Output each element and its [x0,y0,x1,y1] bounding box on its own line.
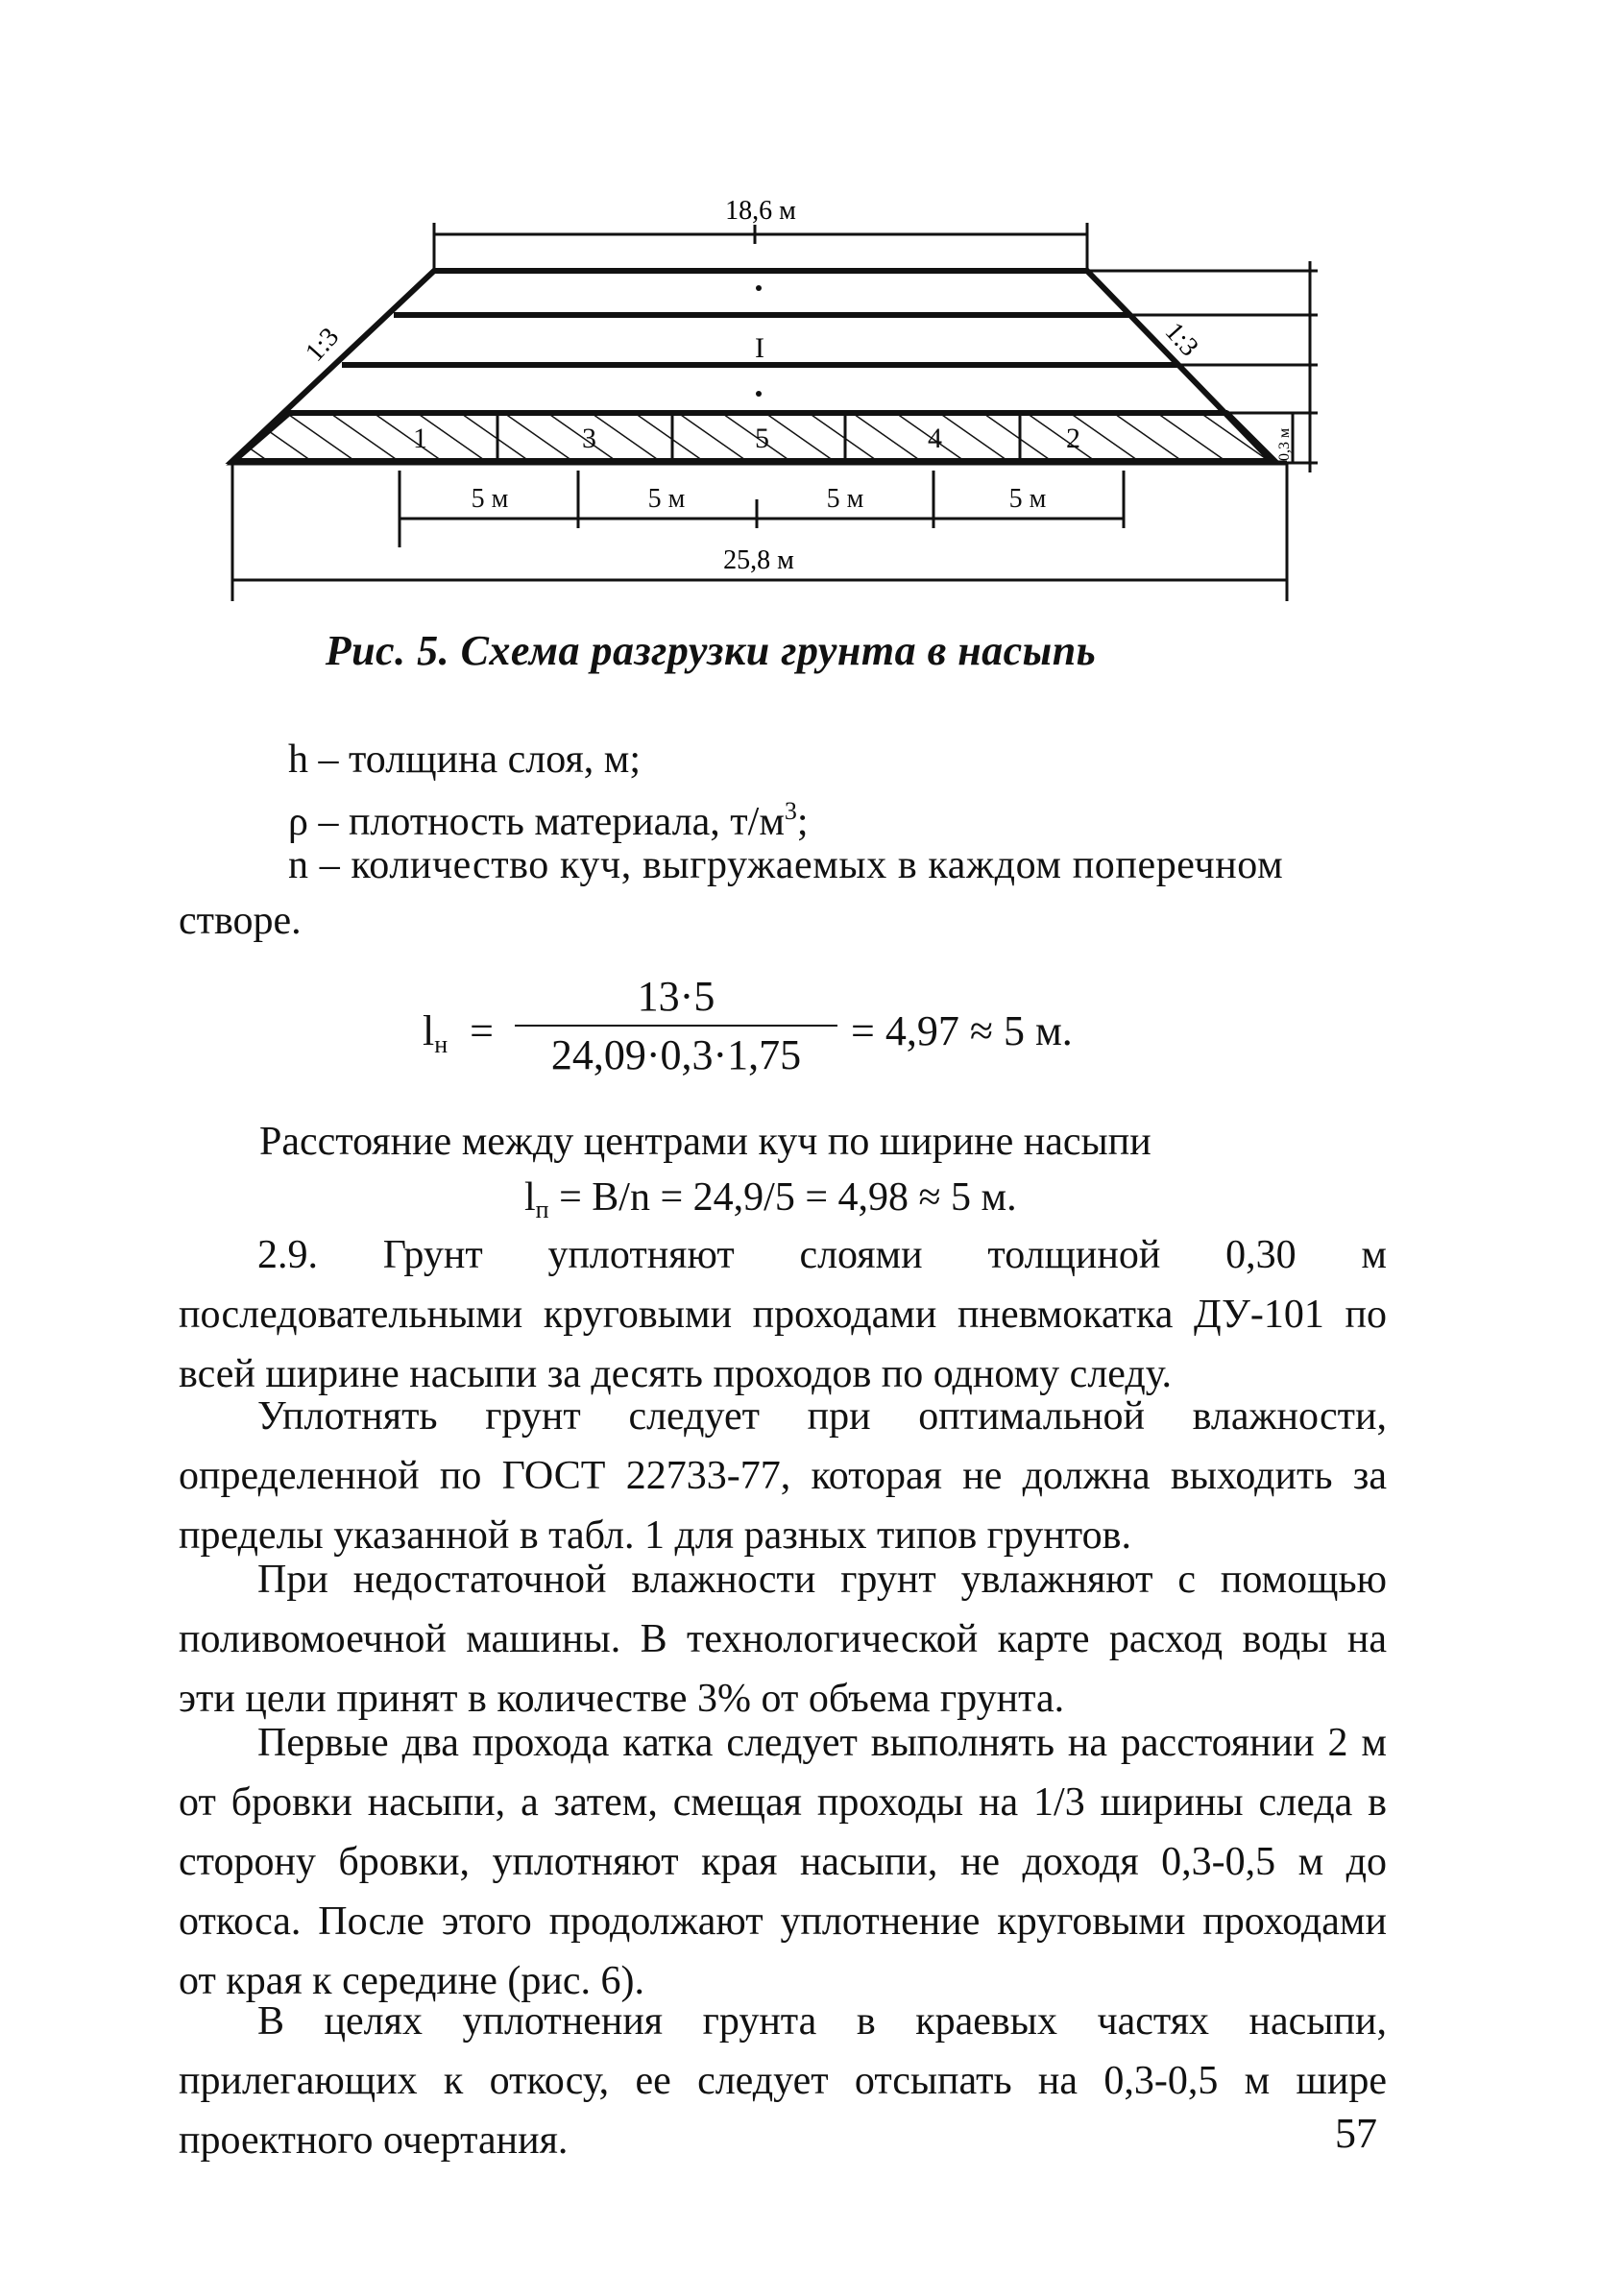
formula-denominator: 24,09·0,3·1,75 [550,1031,802,1078]
definition-rho [288,787,809,846]
embankment-unloading-diagram [0,0,1624,634]
formula2-lhs-sub: п [535,1196,549,1223]
pile-number: 3 [582,423,596,454]
formula-equals: = [470,1007,494,1054]
pile-number: 4 [928,423,942,454]
spacing-label: 5 м [471,484,509,514]
slope-right-label: 1:3 [1158,316,1204,363]
slope-left-label: 1:3 [300,322,346,368]
distance-text: Расстояние между центрами куч по ширине насыпи [259,1120,1151,1164]
paragraph: Первые два прохода катка следует выполнять на расстоянии 2 м от бровки насыпи, а затем, смещая проходы на 1/3 ширины следа в сторону бровки, уплотняют края насыпи, не доходя 0,3-0,5 м до откоса. После этого продолжают уплотнение круговыми проходами от края к середине (рис. 6). [179,1721,1387,2003]
definition-h: h – толщина слоя, м; [288,738,642,782]
formula-pile-length [423,1006,494,1059]
definition-rho-text: ρ – плотность материала, т/м [288,800,785,844]
formula-lhs-sub: н [434,1030,448,1058]
paragraph: При недостаточной влажности грунт увлажняют с помощью поливомоечной машины. В технологической карте расход воды на эти цели принят в количестве 3% от объема грунта. [179,1558,1387,1721]
formula2-rhs: = B/n = 24,9/5 = 4,98 ≈ 5 м. [559,1175,1017,1220]
definition-rho-tail: ; [796,800,809,844]
bottom-width-dimension [232,463,1287,601]
paragraph: Уплотнять грунт следует при оптимальной влажности, определенной по ГОСТ 22733-77, которая не должна выходить за пределы указанной в табл. 1 для разных типов грунтов. [179,1394,1387,1558]
spacing-label: 5 м [1008,484,1047,514]
definition-n-cont: створе. [179,899,302,943]
formula-result: = 4,97 ≈ 5 м. [851,1007,1073,1054]
center-mark: I [755,332,764,364]
spacing-label: 5 м [647,484,686,514]
pile-number: 5 [755,423,769,454]
cube-superscript: 3 [784,797,797,825]
top-width-label: 18,6 м [725,196,796,226]
formula-fraction [515,972,837,1079]
pile-number: 2 [1066,423,1080,454]
definition-n: n – количество куч, выгружаемых в каждом поперечном [288,843,1284,887]
paragraph: В целях уплотнения грунта в краевых частях насыпи, прилегающих к откосу, ее следует отсыпать на 0,3-0,5 м шире проектного очертания. [179,1999,1387,2163]
paragraph: 2.9. Грунт уплотняют слоями толщиной 0,30 м последовательными круговыми проходами пневмокатка ДУ-101 по всей ширине насыпи за десять проходов по одному следу. [179,1233,1387,1396]
formula-lhs: l [423,1007,435,1054]
bottom-width-label: 25,8 м [723,545,794,575]
top-width-dimension [434,223,1087,271]
formula-numerator: 13·5 [637,973,715,1020]
figure-caption: Рис. 5. Схема разгрузки грунта в насыпь [325,627,1097,674]
layer-thickness-label: 0,3 м [1276,427,1293,461]
formula2-lhs: l [524,1175,536,1220]
pile-number: 1 [413,423,427,454]
page-number: 57 [1335,2110,1377,2157]
spacing-label: 5 м [826,484,864,514]
